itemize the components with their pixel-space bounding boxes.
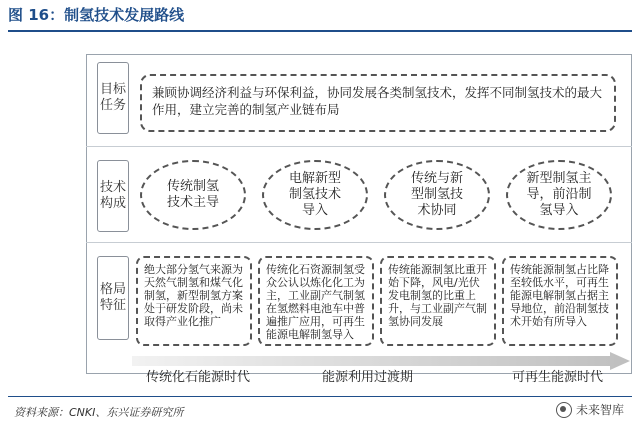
row-divider [86,242,632,243]
figure-title: 图 16：制氢技术发展路线 [8,6,185,24]
tech-ellipse-2: 电解新型 制氢技术 导入 [262,160,368,230]
brand-name: 未来智库 [575,403,624,417]
pattern-box-4: 传统能源制氢占比降至较低水平，可再生能源电解制氢占据主导地位，前沿制氢技术开始有所导入 [502,256,618,346]
row-label-pattern: 格局 特征 [97,256,129,340]
tech-ellipse-4: 新型制氢主 导，前沿制 氢导入 [506,160,612,230]
footer-divider [8,396,632,397]
source-note: 资料来源：CNKI、东兴证券研究所 [14,406,184,419]
era-label-transition: 能源利用过渡期 [322,370,414,385]
row-label-tech: 技术 构成 [97,160,129,232]
pattern-box-1: 绝大部分氢气来源为天然气制氢和煤气化制氢，新型制氢方案处于研发阶段，尚未取得产业化推广 [136,256,252,346]
tech-ellipse-1: 传统制氢 技术主导 [140,160,246,230]
row-label-goal: 目标 任务 [97,62,129,134]
pattern-box-2: 传统化石资源制氢受众公认以炼化化工为主，工业副产气制氢在氢燃料电池车中普遍推广应用，可再生能源电解制氢导入 [258,256,374,346]
era-label-fossil: 传统化石能源时代 [146,370,251,385]
pattern-box-3: 传统能源制氢比重开始下降，风电/光伏发电制氢的比重上升，与工业副产气制氢协同发展 [380,256,496,346]
row-divider [86,146,632,147]
brand-icon [556,402,572,418]
goal-box: 兼顾协调经济利益与环保利益，协同发展各类制氢技术，发挥不同制氢技术的最大作用，建立完善的制氢产业链布局 [140,74,616,132]
tech-ellipse-3: 传统与新 型制氢技 术协同 [384,160,490,230]
title-divider [8,30,632,32]
brand-watermark [556,401,624,418]
era-label-renewable: 可再生能源时代 [512,370,604,385]
